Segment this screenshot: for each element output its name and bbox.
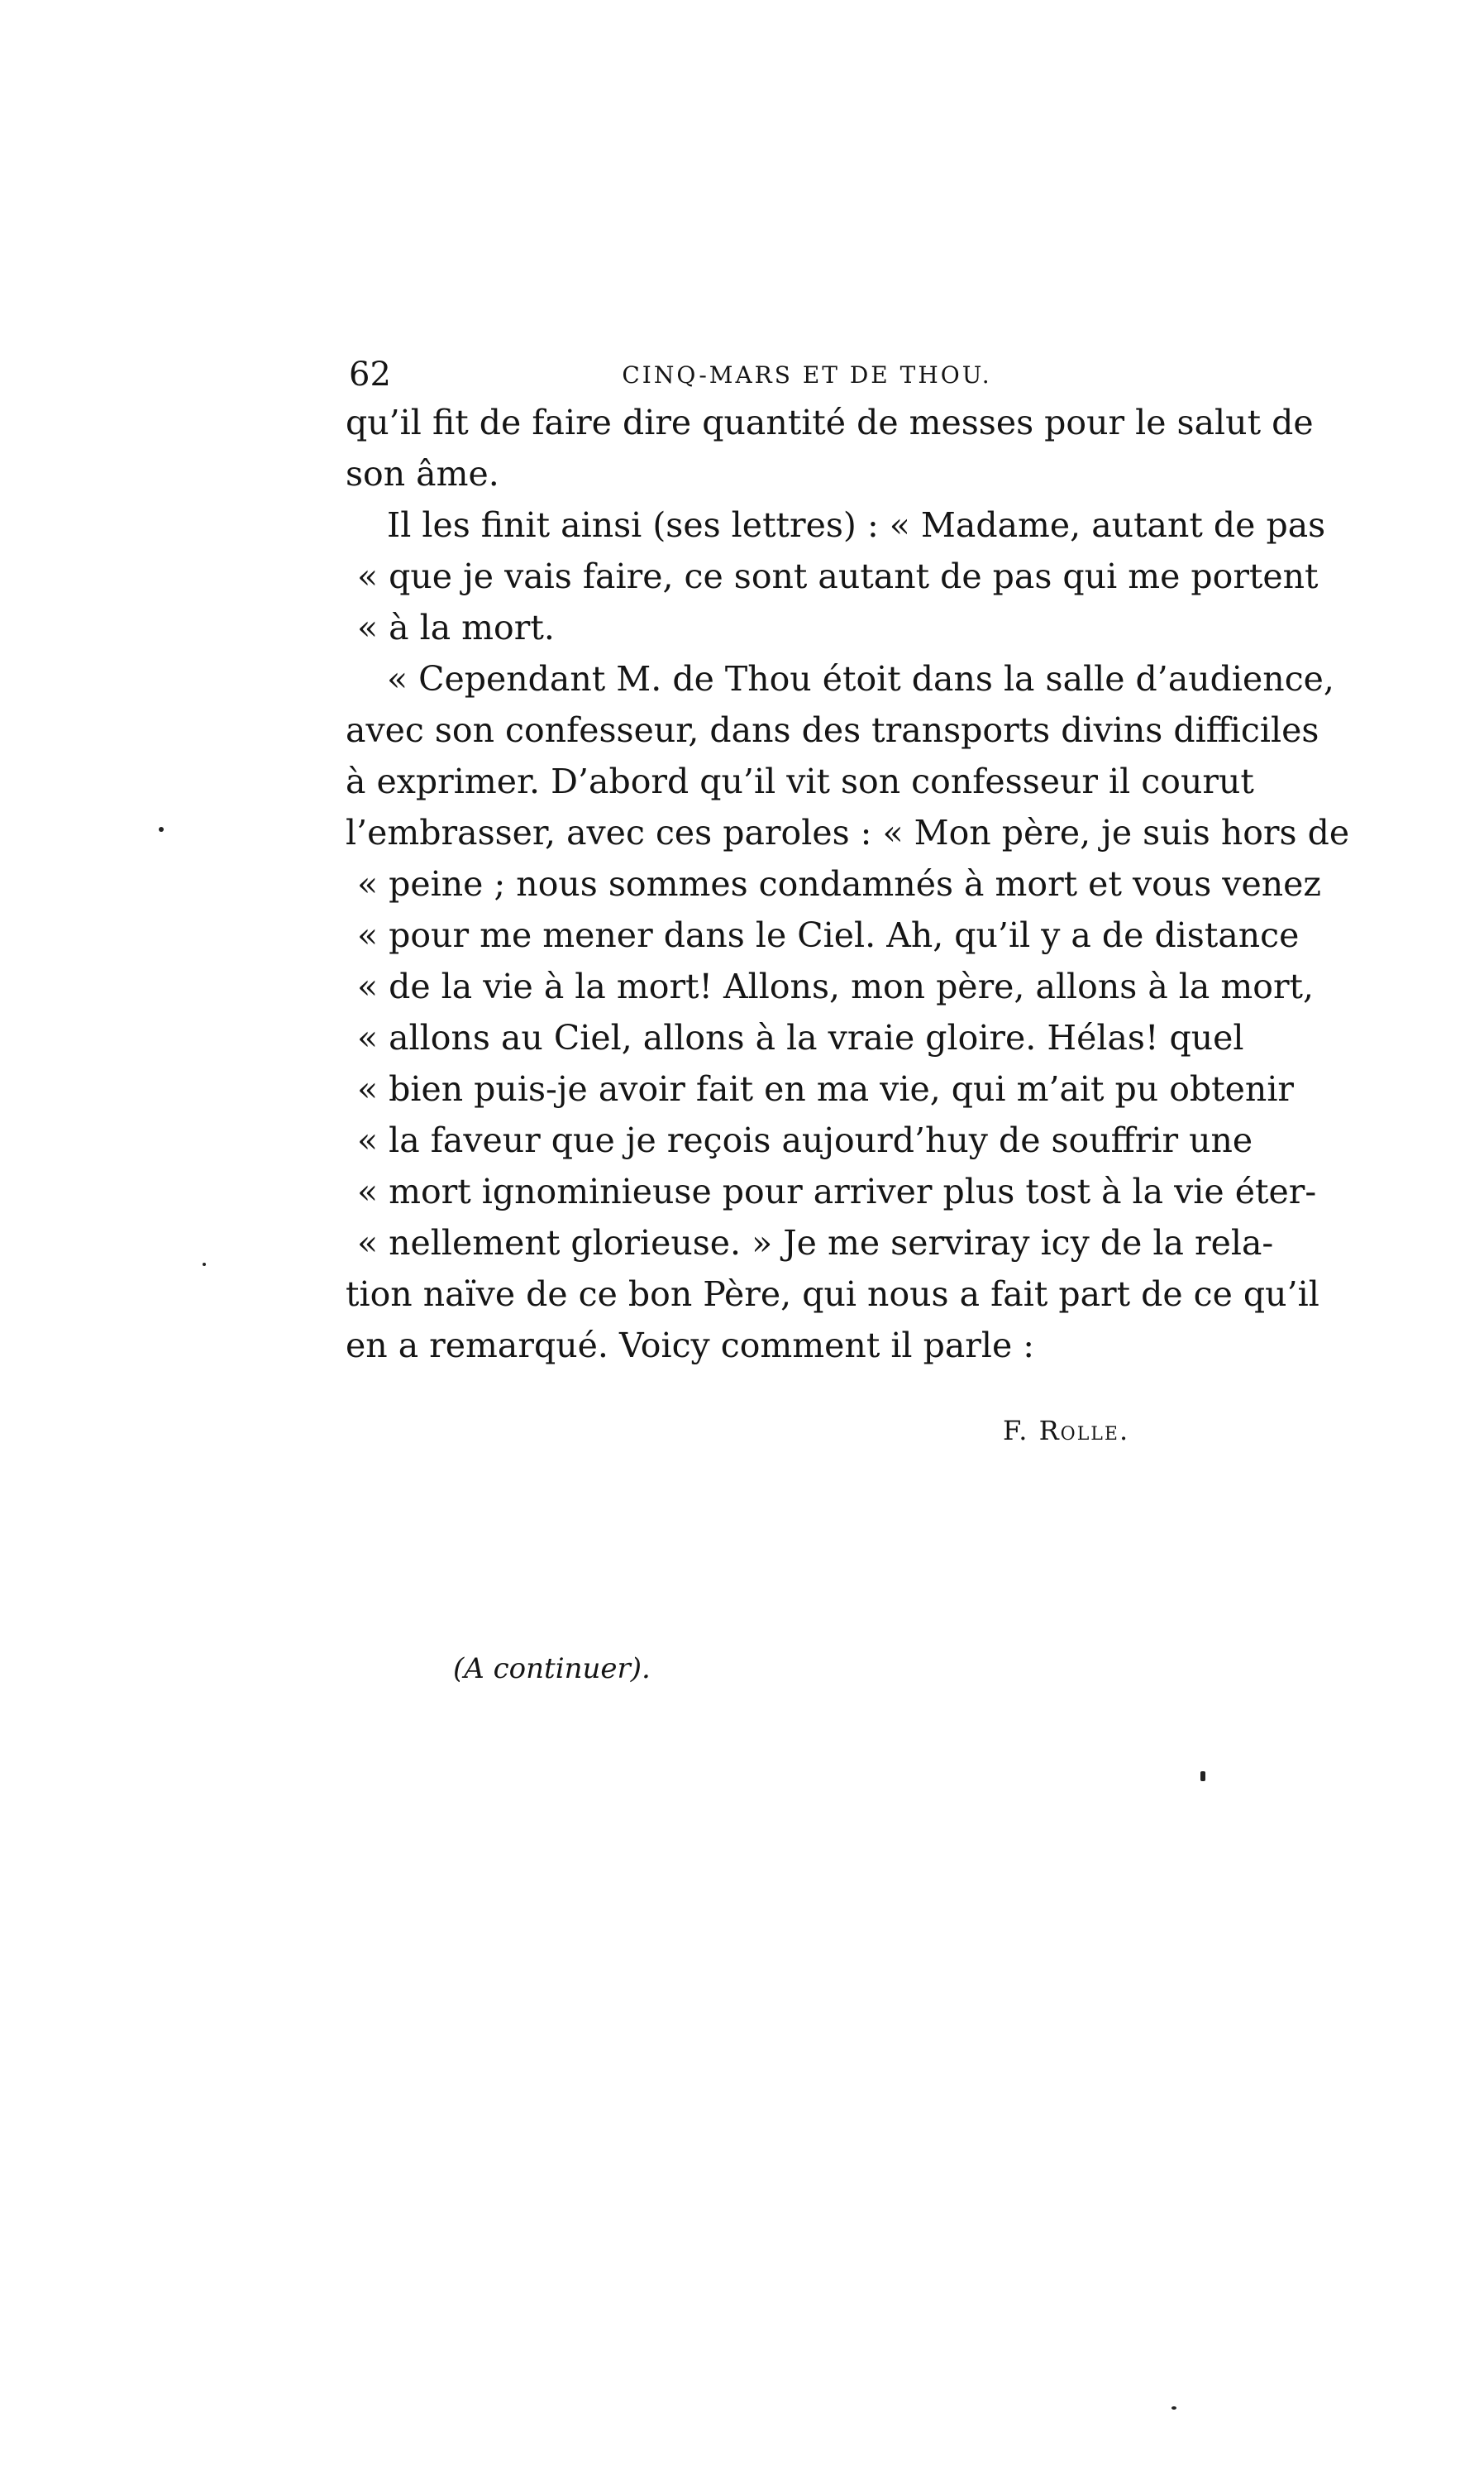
print-speck xyxy=(1200,1771,1205,1781)
text-line: à exprimer. D’abord qu’il vit son confesseur il courut xyxy=(346,762,1254,801)
text-line: en a remarqué. Voicy comment il parle : xyxy=(346,1326,1035,1365)
signature-name: Rolle. xyxy=(1038,1415,1130,1446)
text-line: « bien puis-je avoir fait en ma vie, qui m’ait pu obtenir xyxy=(357,1069,1295,1109)
signature-initial: F. xyxy=(1003,1415,1029,1446)
text-line: Il les finit ainsi (ses lettres) : « Madame, autant de pas xyxy=(387,505,1326,545)
continued-note: (A continuer). xyxy=(453,1652,651,1685)
text-line: « pour me mener dans le Ciel. Ah, qu’il y a de distance xyxy=(357,915,1300,955)
text-line: tion naïve de ce bon Père, qui nous a fait part de ce qu’il xyxy=(346,1274,1319,1314)
body-text xyxy=(346,397,1350,1371)
text-line: « nellement glorieuse. » Je me serviray icy de la rela- xyxy=(357,1223,1274,1263)
text-line: l’embrasser, avec ces paroles : « Mon père, je suis hors de xyxy=(346,813,1350,853)
print-speck xyxy=(1171,2406,1176,2410)
text-line: « de la vie à la mort! Allons, mon père, allons à la mort, xyxy=(357,967,1315,1006)
page-number: 62 xyxy=(349,356,391,394)
text-line: son âme. xyxy=(346,454,499,494)
running-head xyxy=(349,354,1232,395)
text-line: « allons au Ciel, allons à la vraie gloire. Hélas! quel xyxy=(357,1018,1244,1058)
signature xyxy=(1003,1406,1129,1455)
text-line: « la faveur que je reçois aujourd’huy de souffrir une xyxy=(357,1120,1253,1160)
print-speck xyxy=(159,827,164,832)
text-line: « à la mort. xyxy=(357,608,555,647)
print-speck xyxy=(203,1263,206,1266)
text-line: « peine ; nous sommes condamnés à mort et vous venez xyxy=(357,864,1321,904)
text-line: qu’il fit de faire dire quantité de messes pour le salut de xyxy=(346,403,1314,442)
text-line: « mort ignominieuse pour arriver plus tost à la vie éter- xyxy=(357,1172,1317,1211)
running-title: CINQ-MARS ET DE THOU. xyxy=(622,361,992,389)
text-line: avec son confesseur, dans des transports divins difficiles xyxy=(346,710,1319,750)
text-line: « que je vais faire, ce sont autant de pas qui me portent xyxy=(357,557,1319,596)
text-line: « Cependant M. de Thou étoit dans la salle d’audience, xyxy=(387,659,1334,699)
